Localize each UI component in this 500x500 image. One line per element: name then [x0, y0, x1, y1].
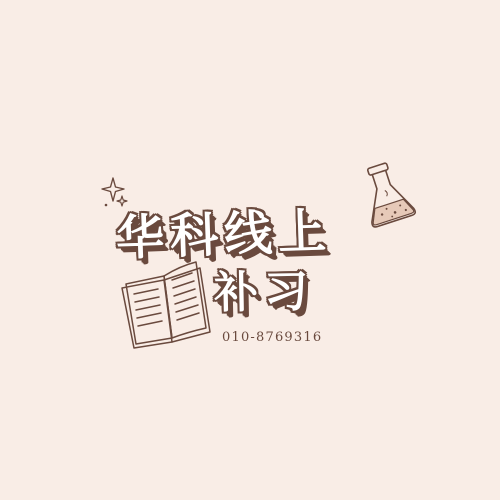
open-book-icon [118, 258, 218, 354]
logo-title-line2: 补习 [213, 266, 315, 319]
flask-icon [356, 160, 418, 228]
logo-title-line1: 华科线上 [115, 203, 334, 267]
phone-number: 010-8769316 [222, 330, 323, 345]
